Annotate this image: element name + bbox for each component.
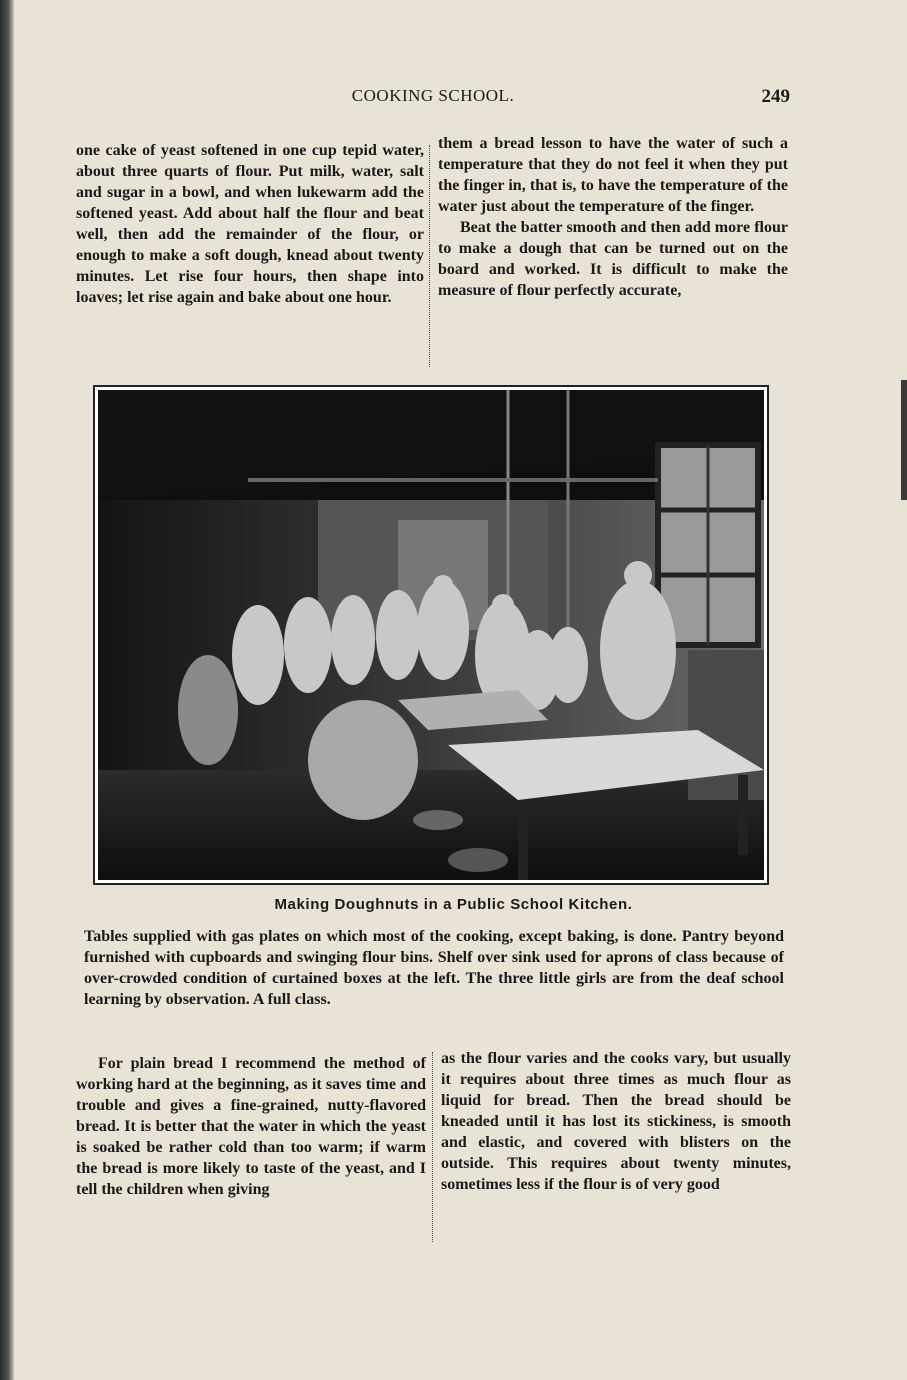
page-edge-shadow [0,0,14,1380]
bottom-left-column [76,1053,426,1200]
photograph-frame [93,385,769,885]
top-right-column [438,133,788,301]
figure-caption-body [84,926,784,1010]
column-rule [432,1052,433,1242]
running-head [76,86,790,110]
running-title: COOKING SCHOOL. [351,86,515,105]
page-number: 249 [761,86,790,107]
figure-caption-title: Making Doughnuts in a Public School Kitchen. [274,896,633,913]
kitchen-photograph [98,390,764,880]
column-rule [429,145,430,367]
paragraph: one cake of yeast softened in one cup tepid water, about three quarts of flour. Put milk, water, salt and sugar in a bowl, and when lukewarm add the softened yeast. Add about half the flour and beat well, then add the remainder of the flour, or enough to make a soft dough, knead about twenty minutes. Let rise four hours, then shape into loaves; let rise again and bake about one hour. [76,142,424,306]
page-edge-mark [901,380,907,500]
bottom-right-column [441,1048,791,1195]
caption-text: Tables supplied with gas plates on which most of the cooking, except baking, is done. Pantry beyond furnished with cupboards and swinging flour bins. Shelf over sink used for aprons of class because of over-crowded condition of curtained boxes at the left. The three little girls are from the deaf school learning by observation. A full class. [84,928,784,1008]
paragraph: Beat the batter smooth and then add more flour to make a dough that can be turned out on the board and worked. It is difficult to make the measure of flour perfectly accurate, [438,219,788,299]
top-left-column [76,140,424,308]
paragraph: them a bread lesson to have the water of such a temperature that they do not feel it when they put the finger in, that is, to have the temperature of the water just about the temperature of the finger. [438,135,788,215]
paragraph: For plain bread I recommend the method of working hard at the beginning, as it saves time and trouble and gives a fine-grained, nutty-flavored bread. It is better that the water in which the yeast is soaked be rather cold than too warm; if warm the bread is more likely to taste of the yeast, and I tell the children when giving [76,1055,426,1198]
paragraph: as the flour varies and the cooks vary, but usually it requires about three times as much flour as liquid for bread. Then the bread should be kneaded until it has lost its stickiness, is smooth and elastic, and covered with blisters on the outside. This requires about twenty minutes, sometimes less if the flour is of very good [441,1050,791,1193]
